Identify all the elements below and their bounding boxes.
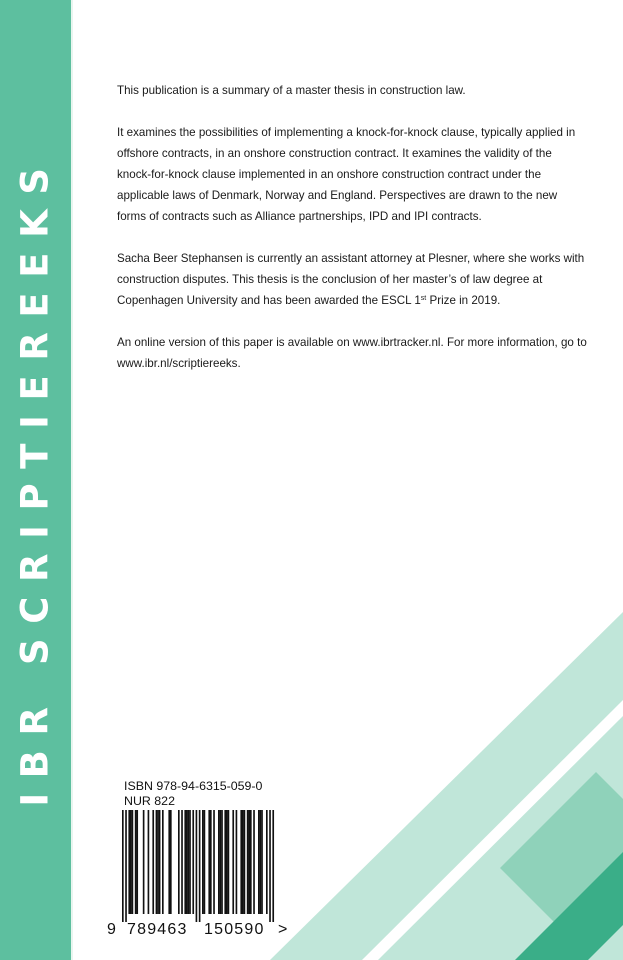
barcode: [104, 810, 299, 938]
ordinal-superscript: st: [420, 295, 427, 302]
barcode-bar: [202, 810, 204, 914]
barcode-bar: [220, 810, 222, 914]
barcode-bar: [218, 810, 220, 914]
barcode-bar: [170, 810, 172, 914]
barcode-bar: [226, 810, 228, 914]
barcode-bar: [247, 810, 249, 914]
barcode-bar: [199, 810, 201, 922]
barcode-bar: [208, 810, 210, 914]
barcode-bar: [143, 810, 145, 914]
barcode-bar: [156, 810, 158, 914]
author-text: Sacha Beer Stephansen is currently an assistant attorney at Plesner, where she works with construction disputes. This thesis is the conclusion of her master’s of law degree at Copenhagen University and has been awarded the ESCL 1: [117, 252, 585, 307]
isbn-block: [124, 779, 262, 809]
barcode-bar: [159, 810, 161, 914]
barcode-bar: [213, 810, 215, 914]
barcode-bar: [168, 810, 170, 914]
barcode-bar: [236, 810, 238, 914]
barcode-bar: [250, 810, 252, 914]
barcode-bar: [221, 810, 223, 914]
barcode-bar: [181, 810, 183, 914]
barcode-bar: [122, 810, 124, 922]
barcode-bar: [244, 810, 246, 914]
barcode-bar: [266, 810, 268, 914]
barcode-bar: [178, 810, 180, 914]
examination-paragraph: It examines the possibilities of implementing a knock-for-knock clause, typically applied in offshore contracts, in an onshore construction contract. It examines the validity of the knock-for-knock clause implemented in an onshore construction contract under the applicable laws of Denmark, Norway and England. Perspectives are drawn to the new forms of contracts such as Alliance partnerships, IPD and IPI contracts.: [117, 126, 576, 223]
author-paragraph: [117, 248, 587, 311]
barcode-bar: [210, 810, 212, 914]
barcode-digits-left: 789463: [127, 921, 188, 938]
author-text-end: Prize in 2019.: [426, 294, 501, 307]
barcode-bar: [260, 810, 262, 914]
back-cover-text: [117, 80, 587, 395]
barcode-bar: [157, 810, 159, 914]
barcode-digits-right: 150590: [204, 921, 265, 938]
barcode-bar: [136, 810, 138, 914]
barcode-bar: [242, 810, 244, 914]
barcode-bar: [253, 810, 255, 914]
barcode-bar: [162, 810, 164, 914]
barcode-bar: [204, 810, 206, 914]
barcode-bar: [128, 810, 130, 914]
barcode-bar: [125, 810, 127, 922]
barcode-bar: [152, 810, 154, 914]
barcode-quiet-mark: >: [278, 921, 288, 938]
barcode-bar: [224, 810, 226, 914]
barcode-bar: [228, 810, 230, 914]
barcode-bar: [130, 810, 132, 914]
isbn-number: ISBN 978-94-6315-059-0: [124, 779, 263, 793]
spine-title: IBR SCRIPTIEREEKS: [13, 153, 57, 807]
online-version-paragraph: An online version of this paper is available on www.ibrtracker.nl. For more information, go to www.ibr.nl/scriptiereeks.: [117, 336, 587, 370]
barcode-bar: [189, 810, 191, 914]
barcode-bar: [240, 810, 242, 914]
barcode-bar: [196, 810, 198, 922]
barcode-bar: [132, 810, 134, 914]
barcode-bar: [148, 810, 150, 914]
barcode-bar: [186, 810, 188, 914]
barcode-digit-first: 9: [107, 921, 116, 938]
barcode-bar: [135, 810, 137, 914]
barcode-bar: [248, 810, 250, 914]
summary-paragraph: This publication is a summary of a master thesis in construction law.: [117, 84, 466, 97]
barcode-bar: [269, 810, 271, 922]
barcode-bar: [232, 810, 234, 914]
nur-code: NUR 822: [124, 794, 175, 808]
barcode-bar: [188, 810, 190, 914]
barcode-bar: [258, 810, 260, 914]
barcode-bar: [272, 810, 274, 922]
barcode-bar: [261, 810, 263, 914]
barcode-bar: [192, 810, 194, 914]
barcode-bar: [184, 810, 186, 914]
